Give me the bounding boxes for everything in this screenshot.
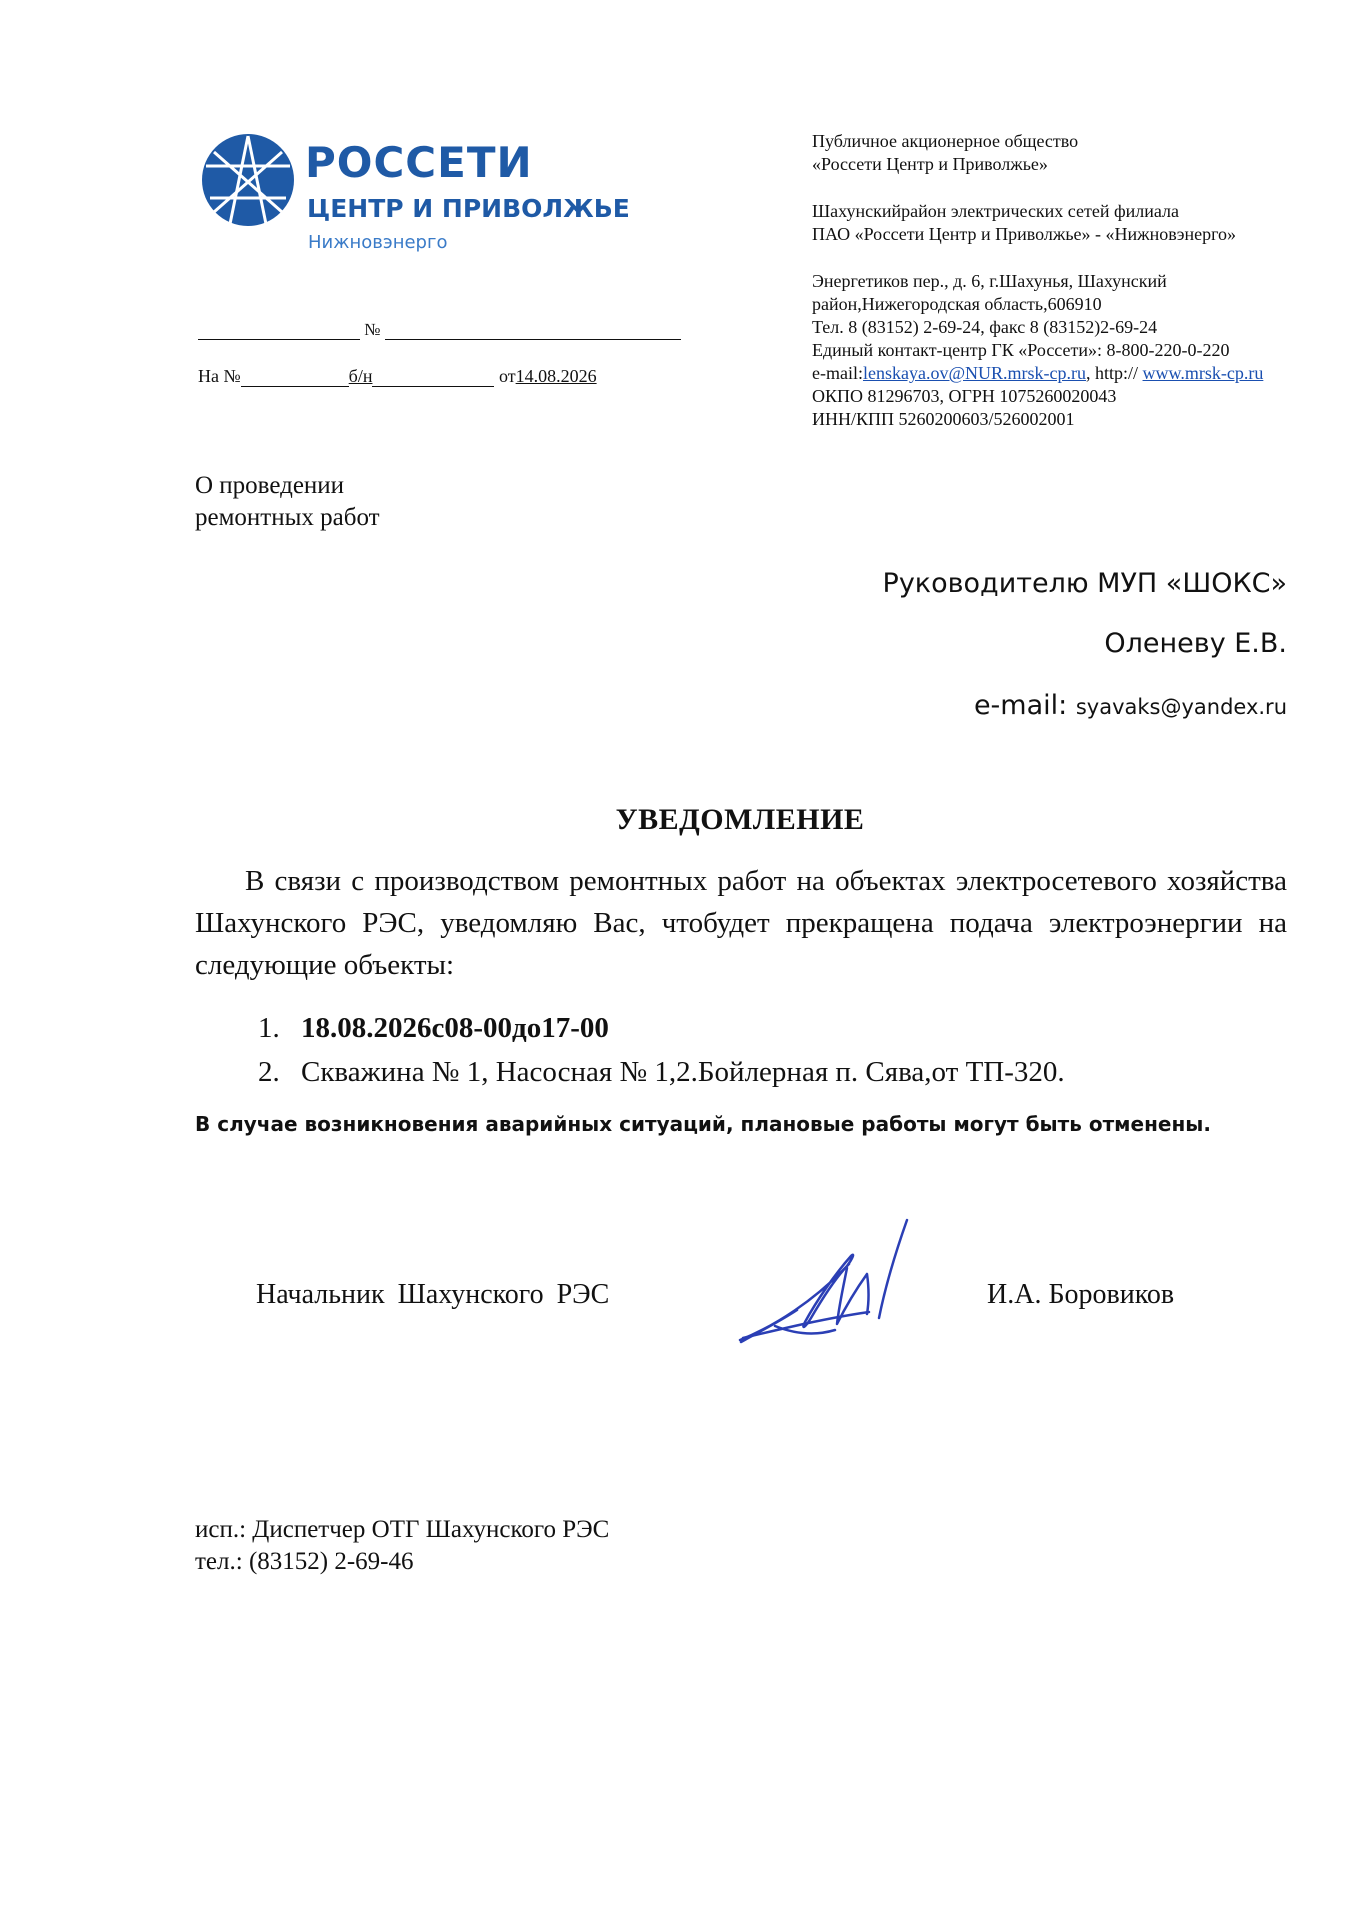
signatory-name: И.А. Боровиков — [987, 1279, 1175, 1310]
letter-subject — [195, 470, 380, 534]
email-label: e-mail: — [812, 363, 863, 383]
emergency-warning: В случае возникновения аварийных ситуаций, плановые работы могут быть отменены. — [195, 1112, 1211, 1136]
rosseti-globe-icon — [200, 132, 296, 228]
company-line: район,Нижегородская область,606910 — [812, 294, 1102, 314]
company-requisites — [812, 130, 1342, 431]
list-item-text: 18.08.2026с08-00до17-00 — [301, 1012, 609, 1044]
company-line: «Россети Центр и Приволжье» — [812, 154, 1048, 174]
company-line: Энергетиков пер., д. 6, г.Шахунья, Шахунский — [812, 271, 1167, 291]
company-line: ИНН/КПП 5260200603/526002001 — [812, 409, 1075, 429]
recipient-title: Руководителю МУП «ШОКС» — [882, 568, 1287, 599]
notice-heading: УВЕДОМЛЕНИЕ — [615, 803, 865, 836]
company-contact-line — [812, 362, 1342, 385]
objects-list — [258, 1006, 1065, 1094]
company-line: Тел. 8 (83152) 2-69-24, факс 8 (83152)2-69-24 — [812, 317, 1158, 337]
list-item — [258, 1006, 1065, 1050]
incoming-reference-line — [198, 366, 597, 387]
recipient-email — [974, 690, 1287, 721]
executor-info — [195, 1514, 609, 1578]
list-item-text: Скважина № 1, Насосная № 1,2.Бойлерная п. Сява,от ТП-320. — [301, 1056, 1065, 1088]
logo-branch: Нижновэнерго — [308, 232, 448, 253]
list-item-number: 2. — [258, 1056, 280, 1088]
executor-line: исп.: Диспетчер ОТГ Шахунского РЭС — [195, 1516, 610, 1543]
company-line: ОКПО 81296703, ОГРН 1075260020043 — [812, 386, 1117, 406]
signatory-position: Начальник Шахунского РЭС — [256, 1279, 610, 1310]
company-line: Единый контакт-центр ГК «Россети»: 8-800-220-0-220 — [812, 340, 1230, 360]
reference-blank — [241, 368, 349, 387]
list-item-number: 1. — [258, 1012, 280, 1044]
handwritten-signature — [735, 1218, 915, 1353]
outgoing-date-blank — [198, 321, 360, 340]
company-line: ПАО «Россети Центр и Приволжье» - «Нижновэнерго» — [812, 224, 1237, 244]
number-sign: № — [364, 320, 381, 339]
recipient-email-label: e-mail: — [973, 690, 1076, 721]
recipient-email-address: syavaks@yandex.ru — [1075, 695, 1287, 719]
reference-na-value: б/н — [348, 366, 373, 386]
recipient-name: Оленеву Е.В. — [1104, 628, 1287, 659]
reference-blank — [372, 368, 494, 387]
outgoing-number-blank — [385, 321, 681, 340]
list-item — [258, 1050, 1065, 1094]
logo-brand: РОССЕТИ — [305, 138, 533, 187]
subject-line: ремонтных работ — [195, 504, 380, 531]
company-email-link[interactable]: lenskaya.ov@NUR.mrsk-cp.ru — [862, 363, 1087, 383]
company-website-link[interactable]: www.mrsk-cp.ru — [1142, 363, 1264, 383]
outgoing-number-line — [198, 320, 681, 340]
subject-line: О проведении — [195, 472, 345, 499]
reference-date-label: от — [498, 366, 516, 386]
company-logo — [200, 130, 630, 260]
notice-body: В связи с производством ремонтных работ на объектах электросетевого хозяйства Шахунского РЭС, уведомляю Вас, чтобудет прекращена подача электроэнергии на следующие объекты: — [195, 865, 1287, 981]
company-line: Шахунскийрайон электрических сетей филиала — [812, 201, 1180, 221]
company-line: Публичное акционерное общество — [812, 131, 1079, 151]
logo-subtitle: ЦЕНТР И ПРИВОЛЖЬЕ — [307, 194, 630, 223]
executor-line: тел.: (83152) 2-69-46 — [195, 1548, 414, 1575]
http-label: , http:// — [1086, 363, 1143, 383]
reference-na-label: На № — [198, 366, 241, 386]
reference-date-value: 14.08.2026 — [515, 366, 597, 386]
